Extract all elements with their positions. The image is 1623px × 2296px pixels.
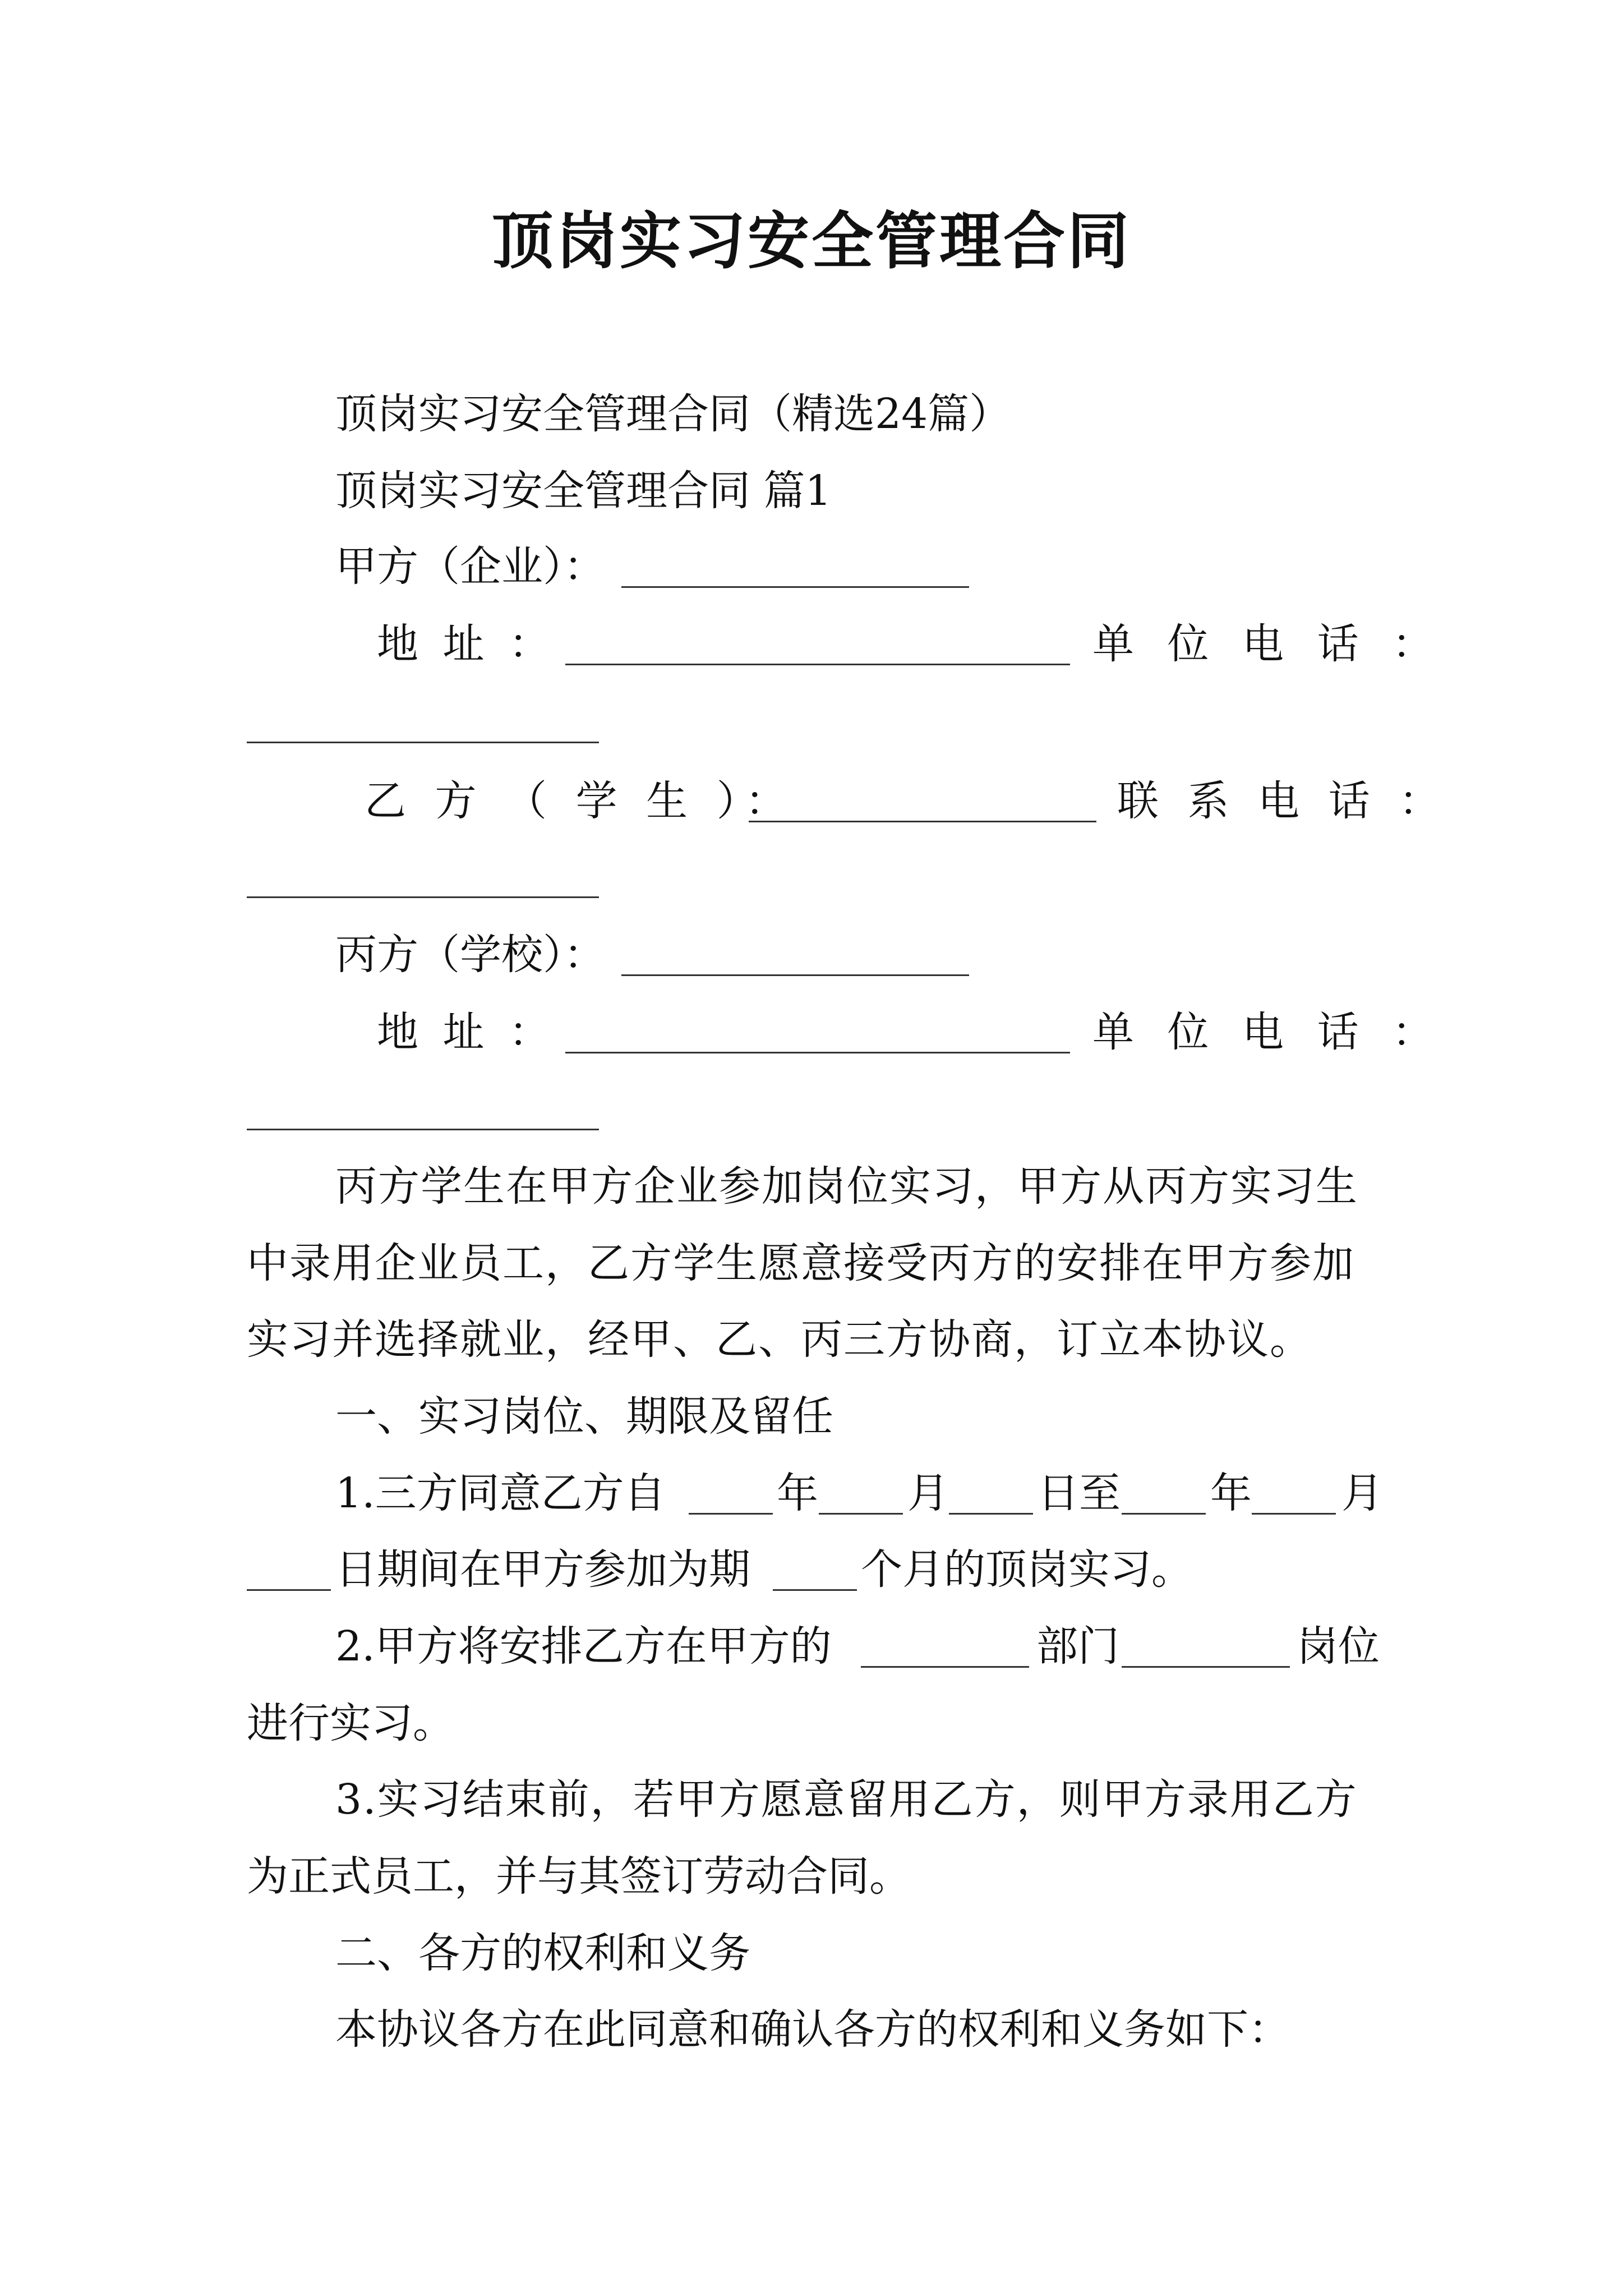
start-month-blank[interactable] — [819, 1513, 903, 1515]
item-2-post: 岗位 — [1297, 1622, 1380, 1671]
section-1-heading: 一、实习岗位、期限及留任 — [335, 1392, 833, 1441]
party-a-phone-label: 单 位 电 话 ： — [1092, 620, 1444, 668]
party-a-label: 甲方（企业）： — [335, 542, 605, 591]
party-b-phone-label: 联 系 电 话 ： — [1117, 777, 1449, 825]
section-heading: 顶岗实习安全管理合同 篇1 — [335, 467, 832, 515]
duration-months-blank[interactable] — [773, 1589, 857, 1591]
item-1-year-2: 年 — [1210, 1469, 1252, 1517]
item-1-day-1: 日至 — [1038, 1469, 1121, 1517]
end-year-blank[interactable] — [1122, 1513, 1206, 1515]
party-a-address-blank[interactable] — [565, 664, 1070, 665]
party-c-phone-label: 单 位 电 话 ： — [1092, 1008, 1444, 1056]
end-day-blank[interactable] — [247, 1589, 331, 1591]
document-subtitle: 顶岗实习安全管理合同（精选24篇） — [335, 390, 1011, 438]
intro-line-2: 中录用企业员工，乙方学生愿意接受丙方的安排在甲方参加 — [247, 1239, 1355, 1287]
intro-line-1: 丙方学生在甲方企业参加岗位实习，甲方从丙方实习生 — [335, 1162, 1358, 1211]
item-1-tail: 个月的顶岗实习。 — [861, 1545, 1193, 1594]
post-blank[interactable] — [1122, 1666, 1290, 1668]
party-b-phone-blank[interactable] — [247, 896, 599, 898]
party-c-phone-blank[interactable] — [247, 1129, 599, 1130]
start-day-blank[interactable] — [949, 1513, 1033, 1515]
intro-line-3: 实习并选择就业，经甲、乙、丙三方协商，订立本协议。 — [247, 1315, 1312, 1364]
item-3-line-1: 3.实习结束前，若甲方愿意留用乙方，则甲方录用乙方 — [335, 1775, 1358, 1824]
party-c-address-label: 地 址 ： — [377, 1008, 556, 1056]
section-2-intro: 本协议各方在此同意和确认各方的权利和义务如下： — [335, 2005, 1290, 2054]
item-2-continuation: 进行实习。 — [247, 1699, 454, 1747]
party-c-label: 丙方（学校）： — [335, 931, 605, 979]
end-month-blank[interactable] — [1252, 1513, 1336, 1515]
item-1-year-1: 年 — [777, 1469, 818, 1517]
document-title: 顶岗实习安全管理合同 — [492, 205, 1131, 277]
party-b-name-blank[interactable] — [749, 821, 1096, 822]
party-c-address-blank[interactable] — [565, 1052, 1070, 1053]
section-2-heading: 二、各方的权利和义务 — [335, 1929, 750, 1977]
party-a-phone-blank[interactable] — [247, 742, 599, 743]
item-3-line-2: 为正式员工，并与其签订劳动合同。 — [247, 1852, 911, 1901]
party-b-label: 乙 方 （ 学 生 ）： — [365, 777, 795, 825]
item-2-prefix: 2.甲方将安排乙方在甲方的 — [335, 1622, 832, 1671]
party-a-address-label: 地 址 ： — [377, 620, 556, 668]
item-2-dept: 部门 — [1036, 1622, 1119, 1671]
item-1-day-2: 日期间在甲方参加为期 — [335, 1545, 750, 1594]
item-1-prefix: 1.三方同意乙方自 — [335, 1469, 666, 1517]
item-1-month-1: 月 — [907, 1469, 949, 1517]
item-1-month-2: 月 — [1341, 1469, 1383, 1517]
start-year-blank[interactable] — [689, 1513, 773, 1515]
department-blank[interactable] — [861, 1666, 1029, 1668]
party-c-name-blank[interactable] — [621, 974, 969, 976]
party-a-name-blank[interactable] — [621, 586, 969, 588]
